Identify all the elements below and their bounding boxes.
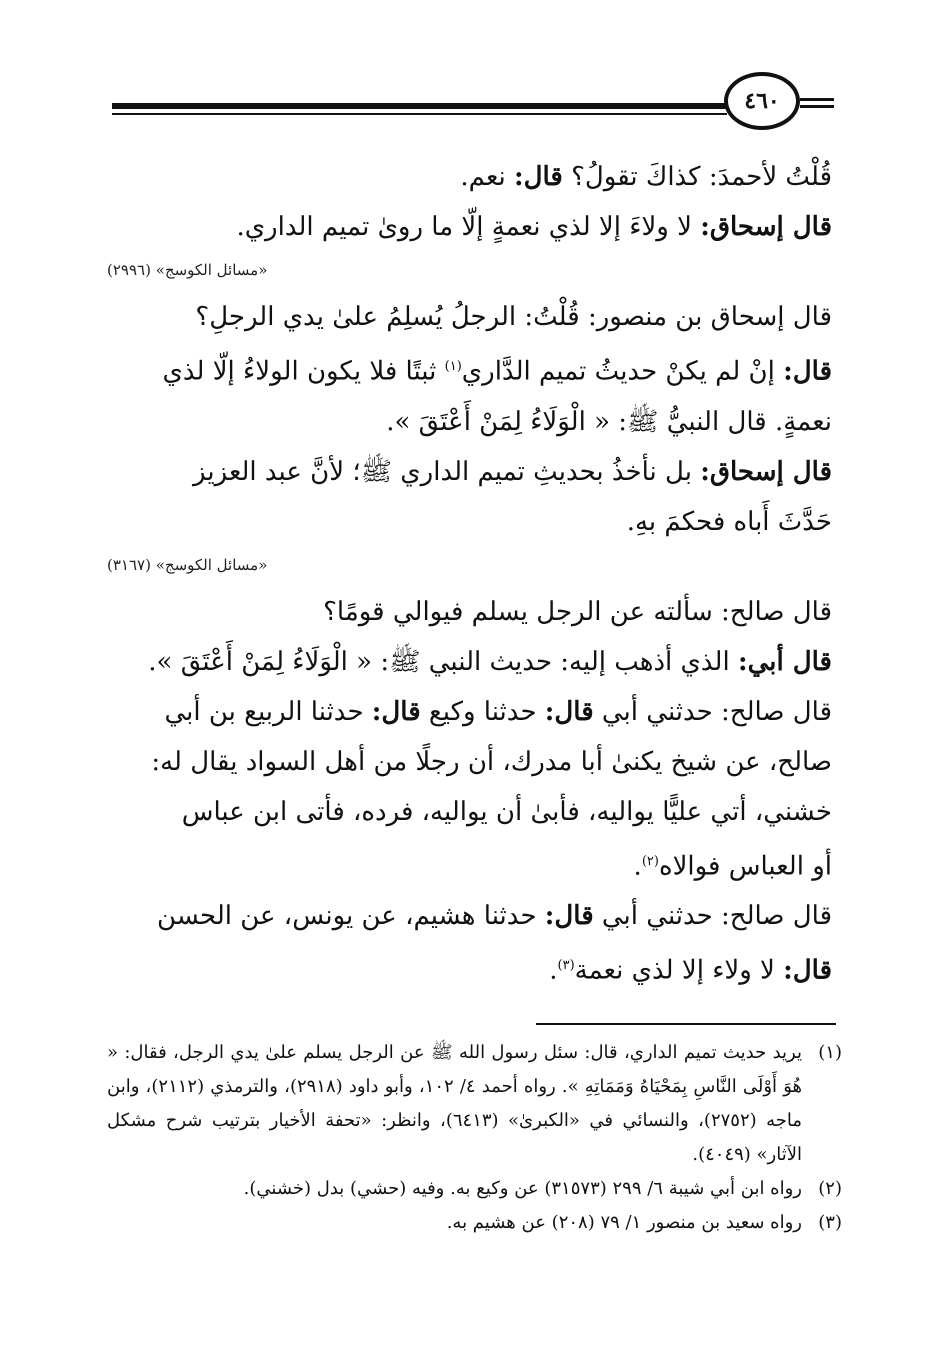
paragraph-8-line-4: أو العباس فوالاه$^{(٢)}$. [633, 851, 832, 882]
paragraph-3 [107, 292, 832, 342]
footnote-2 [107, 1172, 842, 1206]
paragraph-4-line-1 [107, 342, 832, 397]
header-rule-right-bottom [800, 105, 834, 108]
header-rule-right-top [800, 98, 834, 101]
p8-line2: صالح، عن شيخ يكنىٰ أبا مدرك، أن رجلًا من أهل السواد يقال له: [151, 746, 832, 777]
p8-qal-1: قال: [544, 696, 594, 727]
p8-qal-2: قال: [371, 696, 421, 727]
paragraph-4-line-2 [107, 397, 832, 447]
p4-line1: إنْ لم يكنْ حديثُ تميم الدَّاري [461, 356, 775, 387]
p5-line1: بل نأخذُ بحديثِ تميم الداري ﷺ؛ لأنَّ عبد العزيز [193, 456, 692, 487]
footnote-ref-1[interactable]: (١) [444, 359, 462, 374]
p8-line1-a: قال صالح: حدثني أبي [601, 696, 832, 727]
page-header [0, 0, 942, 140]
p8-line4: أو العباس فوالاه [658, 851, 832, 882]
paragraph-8-line-2 [107, 737, 832, 787]
page-number [724, 72, 800, 130]
footnote-1-number: (١) [818, 1042, 842, 1063]
paragraph-2 [107, 202, 832, 252]
p5-line2: حَدَّثَ أَباه فحكمَ بهِ. [626, 506, 832, 537]
p9-qal-1: قال: [544, 901, 594, 932]
footnote-2-number: (٢) [818, 1178, 842, 1199]
p6-text: قال صالح: سألته عن الرجل يسلم فيوالي قومًا؟ [323, 596, 832, 627]
p1-rest: نعم. [460, 162, 506, 192]
p1-qal: قال: [514, 162, 563, 192]
footnotes [107, 1036, 842, 1240]
page-number-text: ٤٦٠ [744, 88, 780, 114]
p4-line2: نعمةٍ. قال النبيُّ ﷺ: « الْوَلَاءُ لِمَنْ أَعْتَقَ ». [386, 406, 832, 437]
p7-text: الذي أذهب إليه: حديث النبي ﷺ: « الْوَلَاءُ لِمَنْ أَعْتَقَ ». [148, 646, 730, 677]
p5-speaker: قال إسحاق: [700, 456, 832, 487]
p7-speaker: قال أبي: [737, 646, 832, 677]
p4-line1b: ثبتًا فلا يكون الولاءُ إلّا لذي [162, 356, 437, 387]
paragraph-7 [107, 637, 832, 687]
footnote-1-text: يريد حديث تميم الداري، قال: سئل رسول الله ﷺ عن الرجل يسلم علىٰ يدي الرجل، فقال: « هُوَ أَوْلَى النَّاسِ بِمَحْيَاهُ وَمَمَاتِهِ ». رواه أحمد ٤/ ١٠٢، وأبو داود (٢٩١٨)، والترمذي (٢١١٢)، وابن ماجه (٢٧٥٢)، والنسائي في «الكبرىٰ» (٦٤١٣)، وانظر: «تحفة الأخيار بترتيب شرح مشكل الآثار» (٤٠٤٩). [107, 1042, 802, 1165]
footnote-3-text: رواه سعيد بن منصور ١/ ٧٩ (٢٠٨) عن هشيم به. [446, 1212, 802, 1233]
paragraph-5-line-2 [107, 497, 832, 547]
p9-qal-2: قال: [783, 955, 832, 986]
p3-text: قال إسحاق بن منصور: قُلْتُ: الرجلُ يُسلِمُ علىٰ يدي الرجلِ؟ [195, 302, 832, 332]
paragraph-6 [107, 587, 832, 637]
paragraph-5-line-1 [107, 447, 832, 497]
citation-1: «مسائل الكوسج» (٢٩٩٦) [107, 261, 268, 279]
citation-2: «مسائل الكوسج» (٣١٦٧) [107, 555, 268, 574]
footnote-ref-2[interactable]: (٢) [641, 853, 659, 869]
footnote-ref-3[interactable]: (٣) [557, 958, 575, 974]
p4-speaker: قال: [783, 356, 832, 387]
paragraph-8-line-3 [107, 787, 832, 837]
p9-line2: لا ولاء إلا لذي نعمة [574, 955, 775, 986]
p8-line3: خشني، أتي عليًّا يواليه، فأبىٰ أن يواليه، فرده، فأتى ابن عباس [181, 796, 832, 827]
p2-speaker: قال إسحاق: [700, 212, 832, 242]
paragraph-1 [107, 152, 832, 202]
paragraph-9-line-1 [107, 891, 832, 941]
footnote-2-text: رواه ابن أبي شيبة ٦/ ٢٩٩ (٣١٥٧٣) عن وكيع به. وفيه (حشي) بدل (خشني). [243, 1178, 802, 1199]
footnote-1 [107, 1036, 842, 1172]
footnote-3-number: (٣) [818, 1212, 842, 1233]
p9-line1-b: حدثنا هشيم، عن يونس، عن الحسن [157, 901, 537, 932]
paragraph-9-line-2: قال: لا ولاء إلا لذي نعمة$^{(٣)}$. [549, 955, 832, 986]
p8-line1-b: حدثنا وكيع [428, 696, 537, 727]
paragraph-8-line-1 [107, 687, 832, 737]
footnote-3 [107, 1206, 842, 1240]
footnote-separator [536, 1023, 836, 1025]
p1-lead: قُلْتُ لأحمدَ: كذاكَ تقولُ؟ [571, 162, 832, 192]
header-rule-thin [112, 113, 727, 115]
p8-line1-c: حدثنا الربيع بن أبي [164, 696, 364, 727]
main-text [107, 152, 832, 996]
header-rule-thick [112, 103, 727, 109]
p2-text: لا ولاءَ إلا لذي نعمةٍ إلّا ما روىٰ تميم الداري. [236, 212, 692, 242]
p9-line1-a: قال صالح: حدثني أبي [601, 901, 832, 932]
